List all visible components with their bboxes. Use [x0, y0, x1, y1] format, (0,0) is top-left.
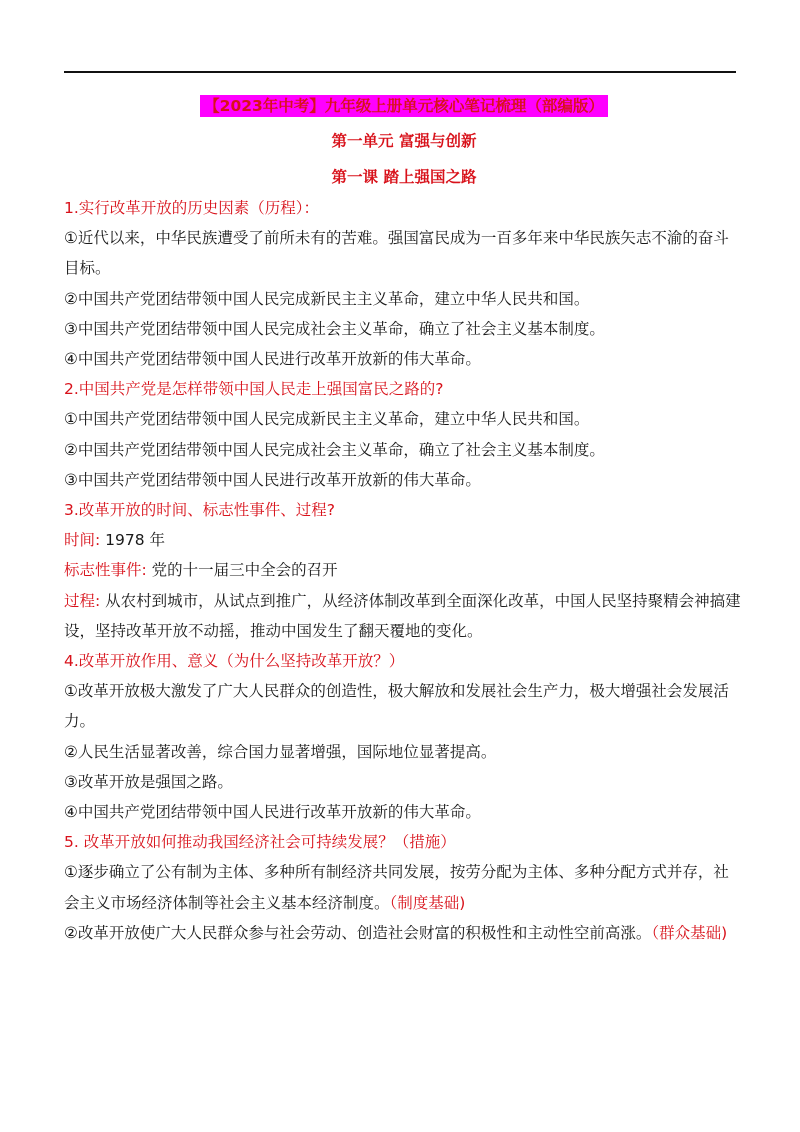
question-3: 3.改革开放的时间、标志性事件、过程? [64, 501, 336, 520]
question-1: 1.实行改革开放的历史因素（历程）： [64, 199, 320, 217]
q5-item-1-note: （制度基础) [389, 893, 466, 912]
q4-item-2: ②人民生活显著改善，综合国力显著增强，国际地位显著提高。 [64, 742, 497, 761]
time-line [64, 525, 744, 555]
question-2: 2.中国共产党是怎样带领中国人民走上强国富民之路的? [64, 380, 444, 399]
question-4: 4.改革开放作用、意义（为什么坚持改革开放？） [64, 652, 405, 671]
header-rule [64, 71, 736, 73]
q5-item-1-text: ①逐步确立了公有制为主体、多种所有制经济共同发展，按劳分配为主体、多种分配方式并存，社会主义市场经济体制等社会主义基本经济制度。 [64, 863, 729, 912]
q2-item-2: ②中国共产党团结带领中国人民完成社会主义革命，确立了社会主义基本制度。 [64, 440, 605, 459]
document-page [64, 92, 744, 948]
question-5: 5. 改革开放如何推动我国经济社会可持续发展？（措施） [64, 833, 456, 852]
process-value: 从农村到城市，从试点到推广，从经济体制改革到全面深化改革，中国人民坚持聚精会神搞建设，坚持改革开放不动摇，推动中国发生了翻天覆地的变化。 [64, 591, 741, 640]
q5-item-2-note: （群众基础) [651, 923, 728, 942]
q4-item-4: ④中国共产党团结带领中国人民进行改革开放新的伟大革命。 [64, 803, 481, 822]
lesson-title: 第一课 踏上强国之路 [331, 168, 477, 186]
q5-item-2 [64, 918, 744, 948]
document-title [64, 94, 744, 116]
q2-item-1: ①中国共产党团结带领中国人民完成新民主主义革命，建立中华人民共和国。 [64, 410, 590, 429]
event-line [64, 555, 744, 585]
q5-item-2-text: ②改革开放使广大人民群众参与社会劳动、创造社会财富的积极性和主动性空前高涨。 [64, 923, 652, 942]
notes-body [64, 193, 744, 948]
process-label: 过程: [64, 591, 101, 610]
q4-item-1: ①改革开放极大激发了广大人民群众的创造性，极大解放和发展社会生产力，极大增强社会发展活力。 [64, 682, 729, 731]
q4-item-3: ③改革开放是强国之路。 [64, 772, 233, 791]
document-title-text: 【2023年中考】九年级上册单元核心笔记梳理（部编版） [200, 95, 608, 117]
q5-item-1 [64, 857, 744, 917]
unit-title: 第一单元 富强与创新 [331, 132, 477, 150]
q1-item-4: ④中国共产党团结带领中国人民进行改革开放新的伟大革命。 [64, 350, 481, 369]
time-value: 1978 年 [100, 531, 166, 550]
q2-item-3: ③中国共产党团结带领中国人民进行改革开放新的伟大革命。 [64, 470, 481, 489]
process-line [64, 586, 744, 646]
q1-item-1: ①近代以来，中华民族遭受了前所未有的苦难。强国富民成为一百多年来中华民族矢志不渝的奋斗目标。 [64, 229, 729, 278]
event-value: 党的十一届三中全会的召开 [146, 561, 338, 580]
time-label: 时间: [64, 531, 101, 550]
event-label: 标志性事件: [64, 561, 147, 580]
q1-item-2: ②中国共产党团结带领中国人民完成新民主主义革命，建立中华人民共和国。 [64, 289, 590, 308]
q1-item-3: ③中国共产党团结带领中国人民完成社会主义革命，确立了社会主义基本制度。 [64, 319, 605, 338]
